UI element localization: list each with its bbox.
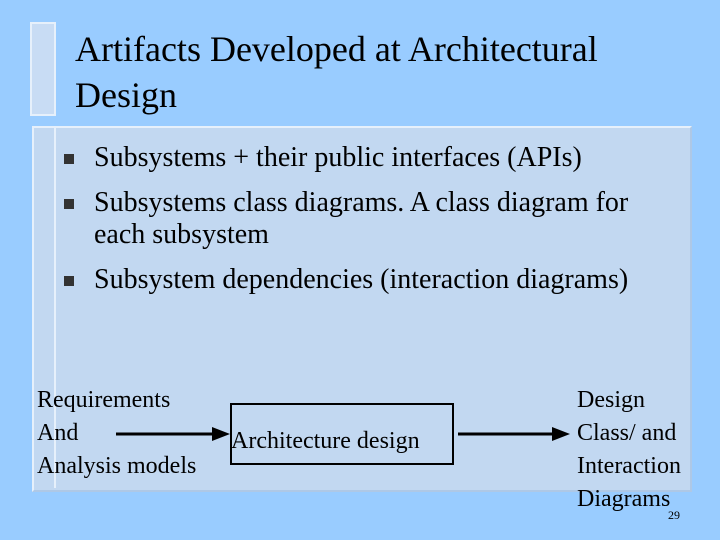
architecture-design-label: Architecture design (231, 428, 420, 454)
left-label-line: Requirements (37, 387, 171, 413)
bullet-text: Subsystems + their public interfaces (APIs) (94, 142, 582, 173)
page-number: 29 (668, 508, 680, 522)
bullet-text: Subsystems class diagrams. A class diagram for each subsystem (94, 187, 629, 250)
slide-title: Artifacts Developed at Architectural Design (75, 29, 598, 115)
right-label-line: Class/ and (577, 420, 677, 446)
left-label-line: Analysis models (37, 453, 197, 479)
arrow-right-icon (458, 427, 570, 441)
bullet-text: Subsystem dependencies (interaction diagrams) (94, 264, 629, 295)
right-label-line: Diagrams (577, 486, 671, 512)
arrow-left-icon (116, 427, 230, 441)
right-label-line: Interaction (577, 453, 681, 479)
left-label-line: And (37, 420, 79, 446)
right-label-line: Design (577, 387, 645, 413)
